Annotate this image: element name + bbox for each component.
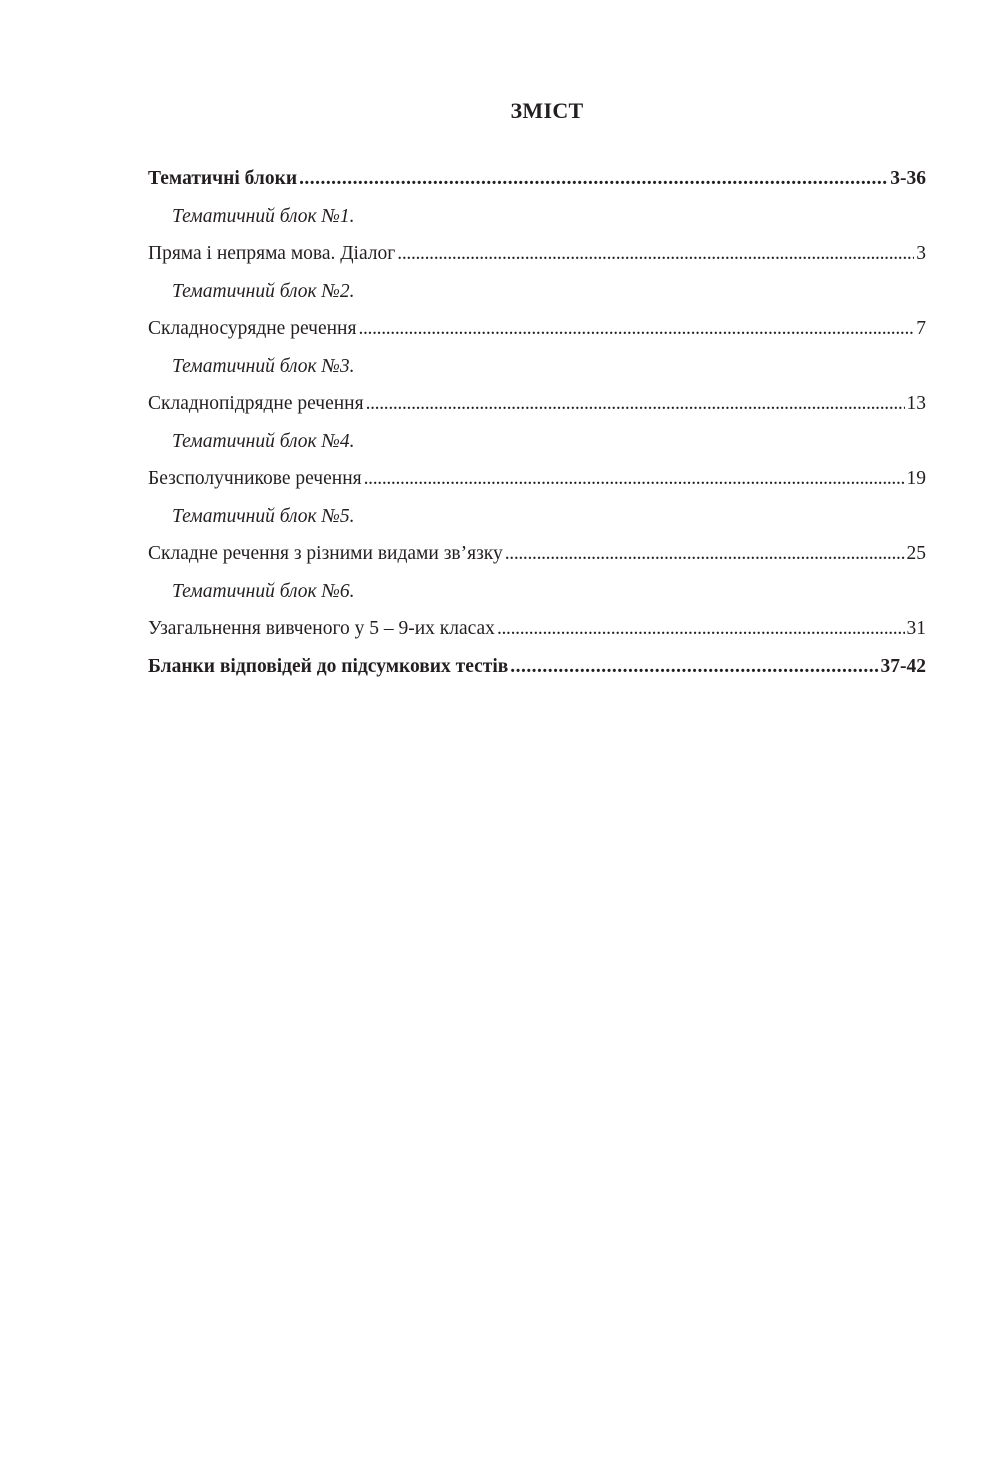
toc-entry-block-3[interactable] bbox=[148, 385, 926, 423]
toc-entry-page: 37-42 bbox=[880, 655, 926, 677]
dot-leader bbox=[497, 610, 905, 648]
toc-block-heading-2: Тематичний блок №2. bbox=[172, 280, 355, 302]
dot-leader bbox=[397, 235, 914, 273]
toc-entry-block-6[interactable] bbox=[148, 610, 926, 648]
dot-leader bbox=[510, 648, 878, 686]
toc-entry-page: 3-36 bbox=[890, 168, 926, 189]
toc-entry-page: 31 bbox=[906, 618, 926, 639]
toc-entry-block-5[interactable] bbox=[148, 535, 926, 573]
toc-entry-page: 7 bbox=[916, 318, 926, 339]
toc-entry-label: Складносурядне речення bbox=[148, 318, 357, 339]
toc-entry-label: Складнопідрядне речення bbox=[148, 393, 364, 414]
dot-leader bbox=[366, 385, 905, 423]
toc-entry-page: 13 bbox=[906, 393, 926, 414]
toc-entry-label: Безсполучникове речення bbox=[148, 468, 362, 489]
toc-entry-label: Тематичні блоки bbox=[148, 168, 298, 189]
table-of-contents bbox=[148, 160, 926, 685]
toc-entry-page: 25 bbox=[906, 543, 926, 564]
dot-leader bbox=[299, 160, 888, 198]
dot-leader bbox=[364, 460, 905, 498]
toc-entry-block-1[interactable] bbox=[148, 235, 926, 273]
dot-leader bbox=[505, 535, 905, 573]
toc-entry-label: Узагальнення вивченого у 5 – 9-их класах bbox=[148, 618, 495, 639]
toc-block-heading-5: Тематичний блок №5. bbox=[172, 505, 355, 527]
toc-block-heading-4: Тематичний блок №4. bbox=[172, 430, 355, 452]
toc-entry-answer-sheets[interactable] bbox=[148, 648, 926, 686]
page-title: ЗМІСТ bbox=[510, 98, 584, 123]
toc-entry-block-4[interactable] bbox=[148, 460, 926, 498]
toc-entry-block-2[interactable] bbox=[148, 310, 926, 348]
toc-entry-page: 19 bbox=[906, 468, 926, 489]
dot-leader bbox=[358, 310, 914, 348]
toc-entry-label: Складне речення з різними видами зв’язку bbox=[148, 543, 503, 564]
toc-entry-label: Пряма і непряма мова. Діалог bbox=[148, 243, 396, 264]
toc-entry-thematic-blocks[interactable] bbox=[148, 160, 926, 198]
toc-entry-label: Бланки відповідей до підсумкових тестів bbox=[148, 655, 509, 677]
toc-block-heading-1: Тематичний блок №1. bbox=[172, 205, 355, 227]
toc-block-heading-3: Тематичний блок №3. bbox=[172, 355, 355, 377]
toc-block-heading-6: Тематичний блок №6. bbox=[172, 580, 355, 602]
toc-entry-page: 3 bbox=[916, 243, 926, 264]
